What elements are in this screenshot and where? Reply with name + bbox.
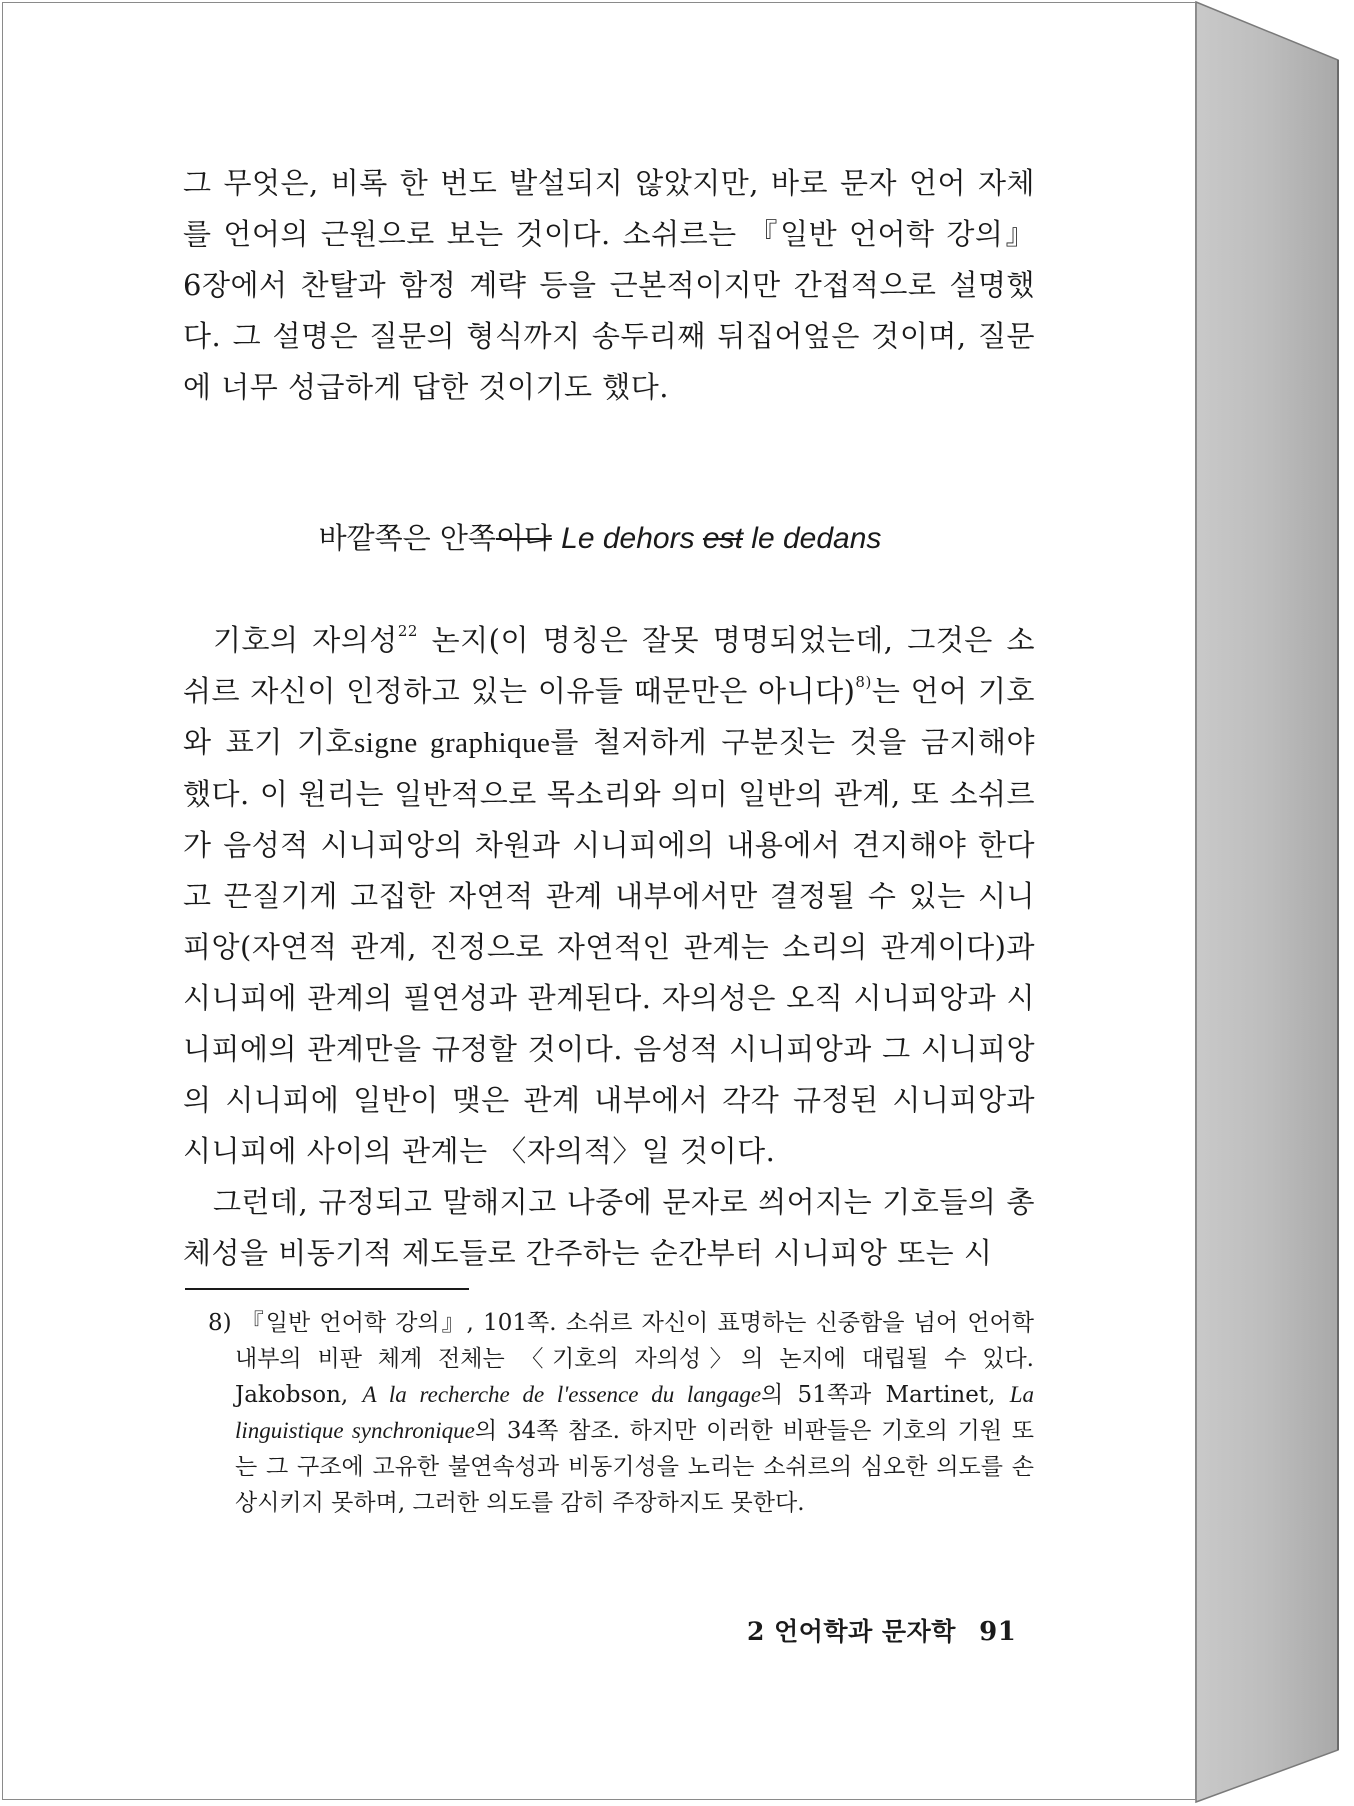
book-page — [2, 2, 1196, 1800]
latin-term: signe graphique — [354, 727, 551, 759]
body-paragraph-1 — [183, 615, 1035, 1177]
footnote-title: A la recherche de l'essence du langage — [362, 1382, 762, 1407]
footnotes — [208, 1305, 1034, 1521]
chapter-number: 2 — [747, 1617, 765, 1646]
body-text-segment: 기호의 자의성 — [213, 623, 398, 657]
intro-paragraph: 그 무엇은, 비록 한 번도 발설되지 않았지만, 바로 문자 언어 자체를 언어의 근원으로 보는 것이다. 소쉬르는 『일반 언어학 강의』 6장에서 찬탈과 함정 계략 등을 근본적이지만 간접적으로 설명했다. 그 설명은 질문의 형식까지 송두리째 뒤집어엎은 것이며, 질문에 너무 성급하게 답한 것이기도 했다. — [183, 166, 1035, 404]
heading-french-after: le dedans — [742, 522, 882, 555]
body-text-segment: 논지(이 명칭은 잘못 명명되었는데, 그것은 소쉬르 자신이 인정하고 있는 이유들 때문만은 아니다) — [183, 623, 1035, 708]
footnote-text: 의 34쪽 참조. 하지만 이러한 비판들은 기호의 기원 또는 그 구조에 고유한 불연속성과 비동기성을 노리는 소쉬르의 심오한 의도를 손상시키지 못하며, 그러한 의도를 감히 주장하지도 못한다. — [235, 1418, 1034, 1516]
book-side-panel — [1196, 2, 1338, 1802]
body-text-segment: 를 철저하게 구분짓는 것을 금지해야 했다. 이 원리는 일반적으로 목소리와 의미 일반의 관계, 또 소쉬르가 음성적 시니피앙의 차원과 시니피에의 내용에서 견지해야 한다고 끈질기게 고집한 자연적 관계 내부에서만 결정될 수 있는 시니피앙(자연적 관계, 진정으로 자연적인 관계는 소리의 관계이다)과 시니피에 관계의 필연성과 관계된다. 자의성은 오직 시니피앙과 시니피에의 관계만을 규정할 것이다. 음성적 시니피앙과 그 시니피앙의 시니피에 일반이 맺은 관계 내부에서 각각 규정된 시니피앙과 시니피에 사이의 관계는 〈자의적〉일 것이다. — [183, 725, 1035, 1168]
section-heading — [3, 518, 1197, 559]
chapter-title: 언어학과 문자학 — [774, 1617, 956, 1646]
footnote-text: 의 51쪽과 Martinet, — [761, 1382, 1010, 1408]
heading-french-struck: est — [702, 522, 743, 555]
heading-french-before: Le dehors — [561, 522, 703, 555]
footnote-marker: 8) — [208, 1310, 232, 1336]
heading-korean: 바깥쪽은 안쪽 — [318, 521, 496, 555]
footnote-ref-8: 8) — [855, 673, 872, 691]
body-text — [183, 615, 1035, 1279]
footnote-text: 『일반 언어학 강의』, 101쪽. 소쉬르 자신이 표명하는 신중함을 넘어 언어학 내부의 비판 체계 전체는 〈기호의 자의성〉의 논지에 대립될 수 있다. Jakobson, — [231, 1310, 1034, 1408]
footnote-title: La linguistique synchronique — [235, 1382, 1034, 1443]
footnote-ref-22: 22 — [397, 622, 418, 640]
running-footer — [747, 1612, 1016, 1648]
body-text-segment: 는 언어 기호와 표기 기호 — [183, 674, 1035, 759]
heading-french — [561, 522, 881, 555]
page-number: 91 — [979, 1617, 1017, 1647]
heading-korean-struck: 이다 — [495, 521, 552, 555]
footnote-divider — [185, 1288, 469, 1290]
body-paragraph-2: 그런데, 규정되고 말해지고 나중에 문자로 씌어지는 기호들의 총체성을 비동기적 제도들로 간주하는 순간부터 시니피앙 또는 시 — [183, 1185, 1035, 1270]
footnote-8 — [208, 1305, 1034, 1521]
